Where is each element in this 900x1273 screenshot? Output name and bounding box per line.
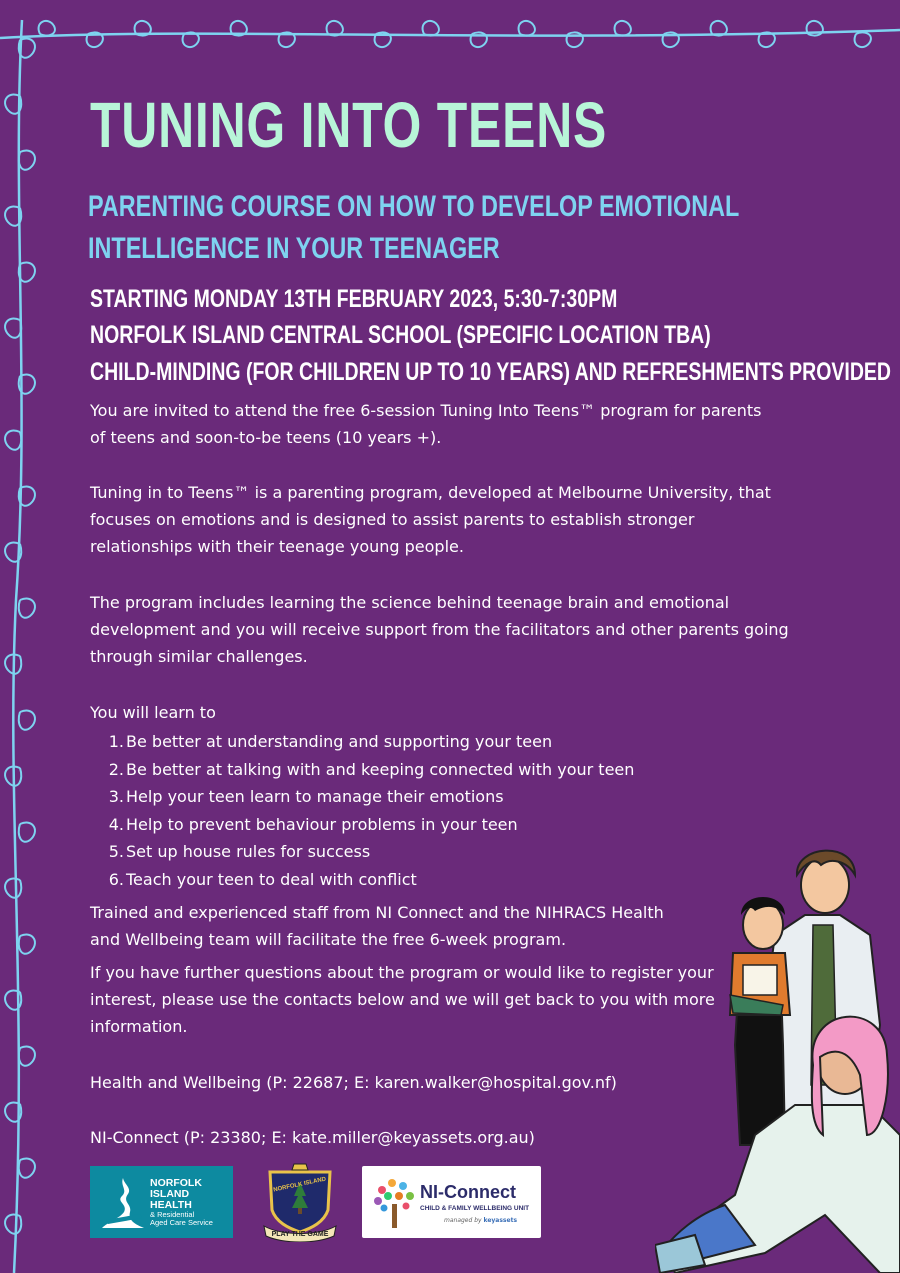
location: NORFOLK ISLAND CENTRAL SCHOOL (SPECIFIC LOCATION TBA)	[90, 321, 711, 349]
nih-emblem-icon	[98, 1174, 148, 1232]
svg-text:NORFOLK ISLAND: NORFOLK ISLAND	[272, 1176, 327, 1194]
list-item: 2. Be better at talking with and keeping connected with your teen	[108, 759, 635, 779]
learn-intro: You will learn to	[90, 703, 216, 722]
questions-paragraph: If you have further questions about the program or would like to register your interest, please use the contacts below and we will get back to you with more information.	[90, 963, 715, 1036]
list-item: 5. Set up house rules for success	[108, 842, 371, 861]
svg-text:PLAY THE GAME: PLAY THE GAME	[271, 1231, 329, 1238]
tree-icon	[370, 1174, 418, 1232]
school-crest-logo	[262, 1162, 338, 1242]
list-item: 1. Be better at understanding and supporting your teen	[108, 732, 553, 751]
includes-paragraph: The program includes learning the science behind teenage brain and emotional development and you will receive support from the facilitators and other parents going through similar challenges.	[90, 593, 789, 666]
about-paragraph: Tuning in to Teens™ is a parenting program, developed at Melbourne University, that focuses on emotions and is designed to assist parents to establish stronger relationships with their teenage young people.	[90, 483, 771, 556]
child-minding-note: CHILD-MINDING (FOR CHILDREN UP TO 10 YEARS) AND REFRESHMENTS PROVIDED	[90, 358, 892, 386]
list-item: 3. Help your teen learn to manage their emotions	[108, 787, 504, 806]
ni-connect-logo: NI-Connect CHILD & FAMILY WELLBEING UNIT managed by keyassets	[362, 1166, 541, 1238]
contact-niconnect: NI-Connect (P: 23380; E: kate.miller@keyassets.org.au)	[90, 1128, 535, 1147]
list-item: 6. Teach your teen to deal with conflict	[108, 869, 417, 889]
norfolk-island-health-logo: NORFOLK ISLAND HEALTH & Residential Aged Care Service	[90, 1166, 233, 1238]
list-item: 4. Help to prevent behaviour problems in your teen	[108, 814, 518, 834]
date-time: STARTING MONDAY 13TH FEBRUARY 2023, 5:30-7:30PM	[90, 285, 618, 313]
contact-health: Health and Wellbeing (P: 22687; E: karen.walker@hospital.gov.nf)	[90, 1073, 617, 1092]
staff-paragraph: Trained and experienced staff from NI Connect and the NIHRACS Health and Wellbeing team will facilitate the free 6-week program.	[90, 903, 664, 949]
page-title: TUNING INTO TEENS	[90, 89, 608, 161]
subtitle-line-2: INTELLIGENCE IN YOUR TEENAGER	[88, 232, 500, 265]
subtitle-line-1: PARENTING COURSE ON HOW TO DEVELOP EMOTIONAL	[88, 190, 740, 223]
learn-list	[100, 728, 634, 893]
invite-paragraph: You are invited to attend the free 6-session Tuning Into Teens™ program for parents of teens and soon-to-be teens (10 years +).	[90, 401, 762, 447]
teenagers-illustration	[655, 835, 900, 1273]
